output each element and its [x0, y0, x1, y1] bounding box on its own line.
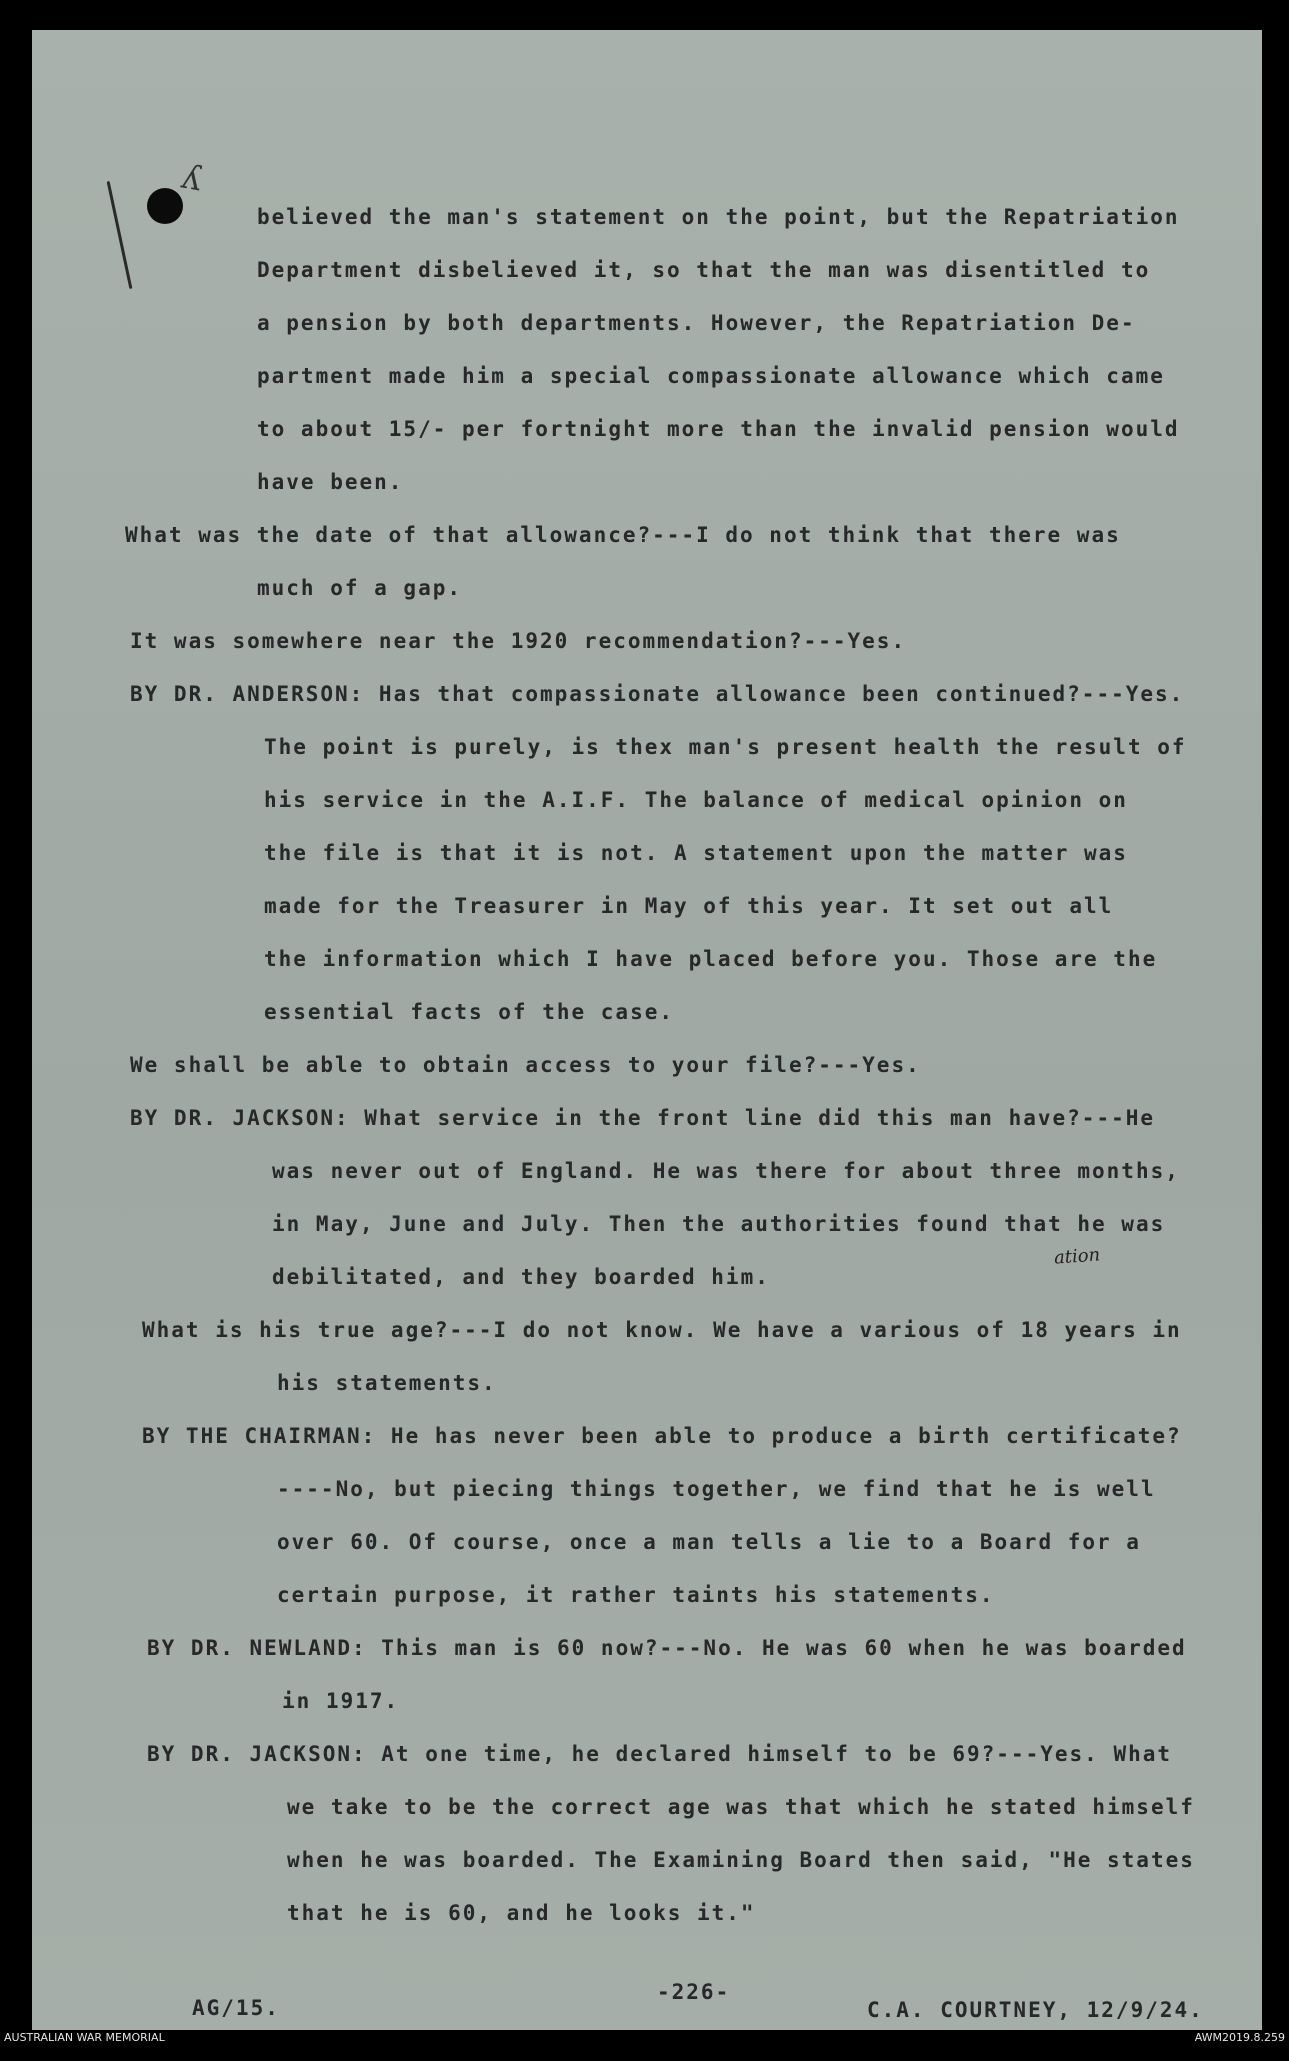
text-line: his service in the A.I.F. The balance of medical opinion on — [264, 788, 1128, 812]
text-line: that he is 60, and he looks it." — [287, 1901, 756, 1925]
text-line: in 1917. — [282, 1689, 400, 1713]
text-line: Department disbelieved it, so that the man was disentitled to — [257, 258, 1151, 282]
text-line: have been. — [257, 470, 404, 494]
text-line: certain purpose, it rather taints his statements. — [277, 1583, 995, 1607]
text-line: a pension by both departments. However, the Repatriation De- — [257, 311, 1136, 335]
handwritten-correction: ation — [1053, 1244, 1101, 1269]
text-line: his statements. — [277, 1371, 497, 1395]
punch-hole — [147, 188, 183, 224]
text-line: ----No, but piecing things together, we find that he is well — [277, 1477, 1156, 1501]
text-line: We shall be able to obtain access to your file?---Yes. — [130, 1053, 921, 1077]
pencil-mark — [107, 181, 133, 289]
text-line: believed the man's statement on the point, but the Repatriation — [257, 205, 1180, 229]
text-line: over 60. Of course, once a man tells a lie to a Board for a — [277, 1530, 1141, 1554]
text-line: BY DR. JACKSON: What service in the front line did this man have?---He — [130, 1106, 1156, 1130]
text-line: It was somewhere near the 1920 recommendation?---Yes. — [130, 629, 907, 653]
text-line: What was the date of that allowance?---I do not think that there was — [125, 523, 1121, 547]
text-line: was never out of England. He was there for about three months, — [272, 1159, 1180, 1183]
pencil-tick-mark: ʎ — [178, 156, 205, 200]
text-line: we take to be the correct age was that which he stated himself — [287, 1795, 1195, 1819]
institution-credit: AUSTRALIAN WAR MEMORIAL — [4, 2031, 165, 2044]
text-line: in May, June and July. Then the authorities found that he was — [272, 1212, 1166, 1236]
text-line: made for the Treasurer in May of this year. It set out all — [264, 894, 1114, 918]
text-line: essential facts of the case. — [264, 1000, 675, 1024]
page-number: -226- — [657, 1980, 731, 2004]
text-line: BY DR. NEWLAND: This man is 60 now?---No. He was 60 when he was boarded — [147, 1636, 1187, 1660]
text-line: BY DR. ANDERSON: Has that compassionate allowance been continued?---Yes. — [130, 682, 1185, 706]
document-page — [32, 30, 1262, 2030]
text-line: The point is purely, is thex man's present health the result of — [264, 735, 1187, 759]
text-line: BY DR. JACKSON: At one time, he declared himself to be 69?---Yes. What — [147, 1742, 1173, 1766]
reporter-signature-date: C.A. COURTNEY, 12/9/24. — [867, 1998, 1204, 2022]
text-line: when he was boarded. The Examining Board then said, "He states — [287, 1848, 1195, 1872]
text-line: the information which I have placed before you. Those are the — [264, 947, 1158, 971]
text-line: to about 15/- per fortnight more than the invalid pension would — [257, 417, 1180, 441]
archive-reference: AWM2019.8.259 — [1194, 2031, 1285, 2044]
text-line: What is his true age?---I do not know. We have a various of 18 years in — [142, 1318, 1182, 1342]
text-line: partment made him a special compassionate allowance which came — [257, 364, 1165, 388]
text-line: BY THE CHAIRMAN: He has never been able to produce a birth certificate? — [142, 1424, 1182, 1448]
text-line: much of a gap. — [257, 576, 463, 600]
text-line: debilitated, and they boarded him. — [272, 1265, 770, 1289]
text-line: the file is that it is not. A statement upon the matter was — [264, 841, 1128, 865]
footer-left-code: AG/15. — [192, 1996, 280, 2020]
